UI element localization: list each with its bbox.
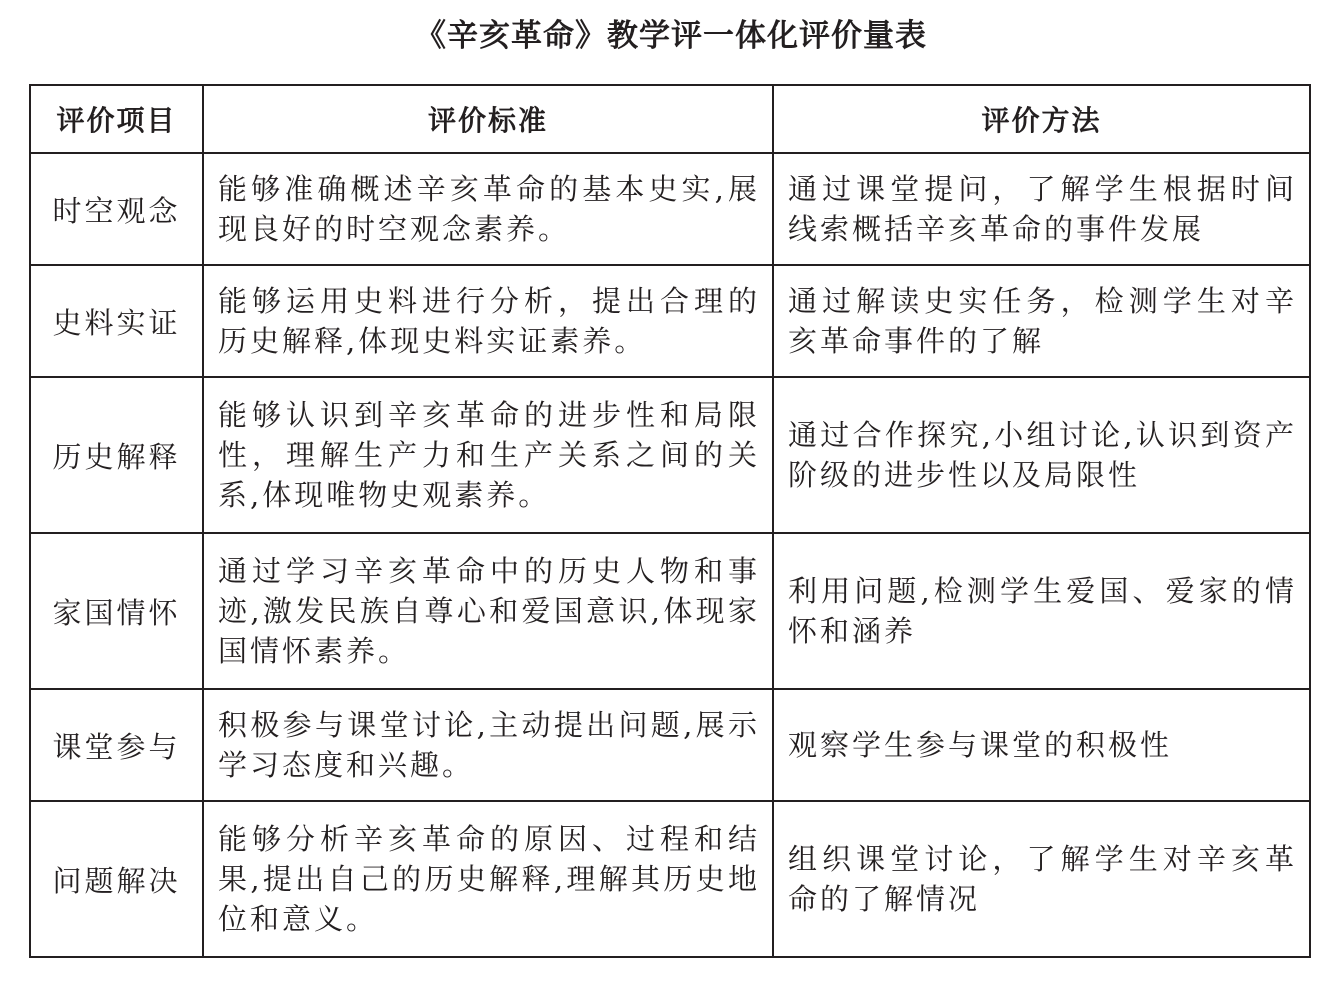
page-title: 《辛亥革命》教学评一体化评价量表 [415, 18, 927, 54]
row-method: 通过合作探究,小组讨论,认识到资产阶级的进步性以及局限性 [773, 377, 1310, 533]
row-method: 利用问题,检测学生爱国、爱家的情怀和涵养 [773, 533, 1310, 689]
table-row [30, 801, 1310, 957]
row-method: 组织课堂讨论，了解学生对辛亥革命的了解情况 [773, 801, 1310, 957]
table-row [30, 265, 1310, 377]
header-item: 评价项目 [30, 85, 203, 153]
row-criteria: 能够分析辛亥革命的原因、过程和结果,提出自己的历史解释,理解其历史地位和意义。 [203, 801, 773, 957]
row-method: 通过解读史实任务，检测学生对辛亥革命事件的了解 [773, 265, 1310, 377]
row-criteria: 积极参与课堂讨论,主动提出问题,展示学习态度和兴趣。 [203, 689, 773, 801]
row-method: 观察学生参与课堂的积极性 [773, 689, 1310, 801]
table-row [30, 533, 1310, 689]
row-item: 历史解释 [30, 377, 203, 533]
header-method: 评价方法 [773, 85, 1310, 153]
row-criteria: 通过学习辛亥革命中的历史人物和事迹,激发民族自尊心和爱国意识,体现家国情怀素养。 [203, 533, 773, 689]
evaluation-table [29, 84, 1311, 958]
row-criteria: 能够认识到辛亥革命的进步性和局限性，理解生产力和生产关系之间的关系,体现唯物史观素养。 [203, 377, 773, 533]
table-row [30, 153, 1310, 265]
row-criteria: 能够运用史料进行分析，提出合理的历史解释,体现史料实证素养。 [203, 265, 773, 377]
row-item: 史料实证 [30, 265, 203, 377]
header-criteria: 评价标准 [203, 85, 773, 153]
row-item: 家国情怀 [30, 533, 203, 689]
row-criteria: 能够准确概述辛亥革命的基本史实,展现良好的时空观念素养。 [203, 153, 773, 265]
table-row [30, 377, 1310, 533]
row-item: 课堂参与 [30, 689, 203, 801]
table-header [30, 85, 1310, 153]
table-body [30, 153, 1310, 957]
row-method: 通过课堂提问，了解学生根据时间线索概括辛亥革命的事件发展 [773, 153, 1310, 265]
row-item: 问题解决 [30, 801, 203, 957]
header-row [30, 85, 1310, 153]
row-item: 时空观念 [30, 153, 203, 265]
table-row [30, 689, 1310, 801]
